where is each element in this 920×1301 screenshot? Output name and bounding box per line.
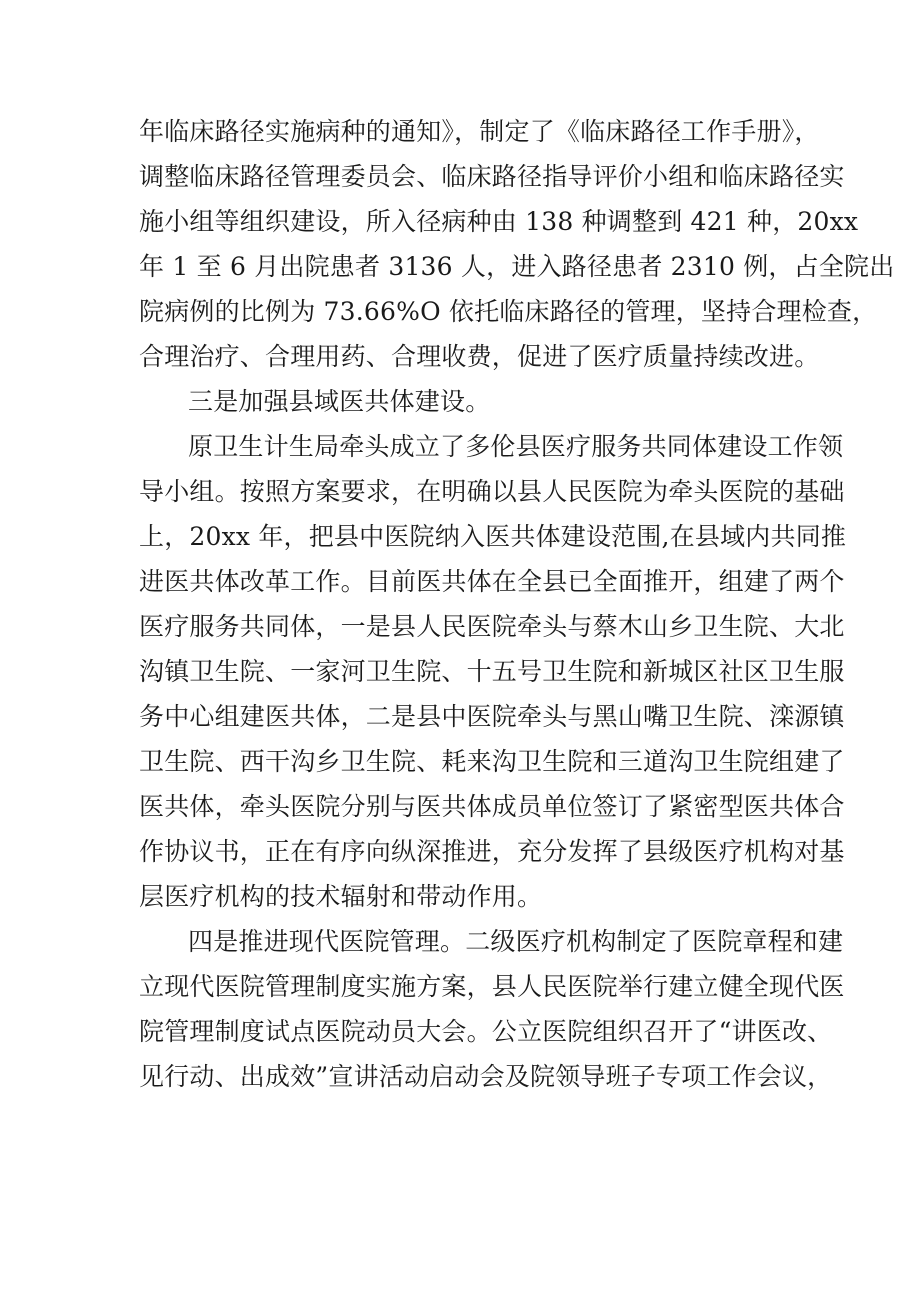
text-line: 调整临床路径管理委员会、临床路径指导评价小组和临床路径实	[139, 162, 845, 191]
text-line: 层医疗机构的技术辐射和带动作用。	[139, 882, 543, 911]
text-line: 四是推进现代医院管理。二级医疗机构制定了医院章程和建	[188, 927, 844, 956]
text-line: 见行动、出成效”宣讲活动启动会及院领导班子专项工作会议，	[139, 1062, 833, 1091]
text-line: 施小组等组织建设，所入径病种由 138 种调整到 421 种，20xx	[139, 207, 859, 236]
text-line: 立现代医院管理制度实施方案，县人民医院举行建立健全现代医	[139, 972, 845, 1001]
text-line: 医共体，牵头医院分别与医共体成员单位签订了紧密型医共体合	[139, 792, 845, 821]
text-line: 年临床路径实施病种的通知》，制定了《临床路径工作手册》，	[139, 117, 820, 146]
text-line: 年 1 至 6 月出院患者 3136 人，进入路径患者 2310 例，占全院出	[139, 252, 895, 281]
text-line: 原卫生计生局牵头成立了多伦县医疗服务共同体建设工作领	[188, 432, 844, 461]
text-line: 务中心组建医共体，二是县中医院牵头与黑山嘴卫生院、滦源镇	[139, 702, 845, 731]
text-line: 合理治疗、合理用药、合理收费，促进了医疗质量持续改进。	[139, 342, 820, 371]
text-line: 导小组。按照方案要求，在明确以县人民医院为牵头医院的基础	[139, 477, 845, 506]
text-line: 院病例的比例为 73.66%O 依托临床路径的管理，坚持合理检查，	[139, 297, 878, 326]
text-line: 卫生院、西干沟乡卫生院、耗来沟卫生院和三道沟卫生院组建了	[139, 747, 845, 776]
text-line: 医疗服务共同体，一是县人民医院牵头与蔡木山乡卫生院、大北	[139, 612, 845, 641]
section-heading: 三是加强县域医共体建设。	[188, 387, 491, 416]
text-line: 作协议书，正在有序向纵深推进，充分发挥了县级医疗机构对基	[139, 837, 845, 866]
text-line: 进医共体改革工作。目前医共体在全县已全面推开，组建了两个	[139, 567, 845, 596]
text-line: 院管理制度试点医院动员大会。公立医院组织召开了“讲医改、	[139, 1017, 833, 1046]
text-line: 沟镇卫生院、一家河卫生院、十五号卫生院和新城区社区卫生服	[139, 657, 845, 686]
text-line: 上，20xx 年，把县中医院纳入医共体建设范围,在县域内共同推	[139, 522, 847, 551]
